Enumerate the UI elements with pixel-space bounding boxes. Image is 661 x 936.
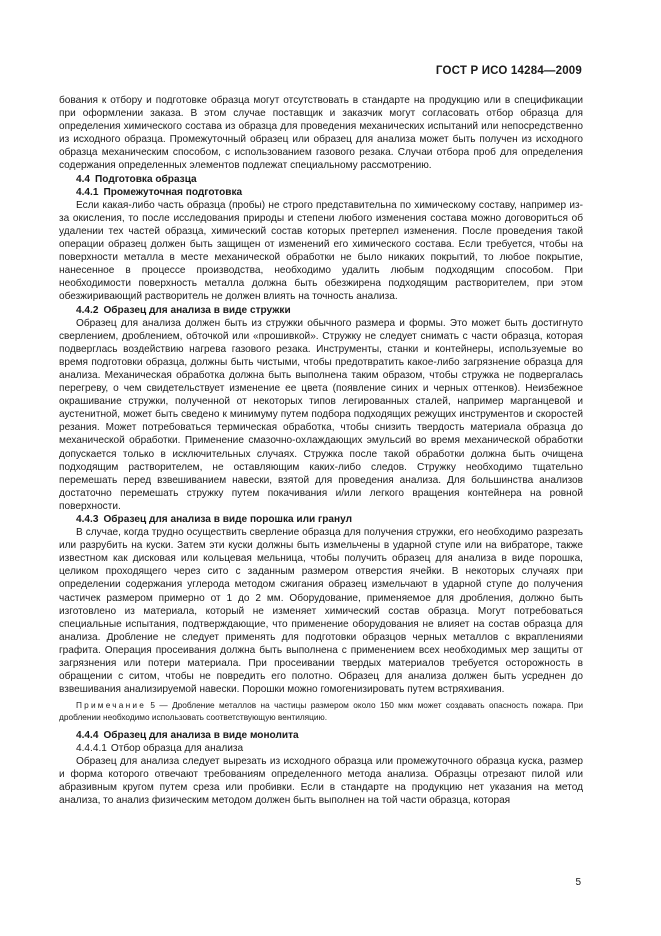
page-number: 5 [575, 877, 581, 888]
section-number: 4.4.2 [76, 304, 99, 316]
section-heading-4-4 [59, 173, 583, 186]
paragraph-chips-sample: Образец для анализа должен быть из стружки обычного размера и формы. Это может быть достигнуто сверлением, дроблением, обточкой или «прошивкой». Стружку не следует снимать с части образца, которая подверглась воздействию нагрева газового резака. Инструменты, станки и контейнеры, используемые во время подготовки образца, должны быть чистыми, чтобы предотвратить какое-либо загрязнение образца для анализа. Механическая обработка должна быть выполнена таким образом, чтобы стружка не подвергалась перегреву, о чем свидетельствует изменение ее цвета (появление синих и черных оттенков). Неизбежное окрашивание стружки, полученной от некоторых типов легированных сталей, например марганцевой и аустенитной, может быть сведено к минимуму путем подбора подходящих режущих инструментов и скоростей резания. Может потребоваться термическая обработка, чтобы снизить твердость материала образца до механической обработки. Применение смазочно-охлаждающих эмульсий во время механической обработки допускается только в исключительных случаях. Стружка после такой обработки должна быть очищена подходящим растворителем, не оставляющим каких-либо следов. Стружку необходимо тщательно перемешать перед взвешиванием навески, взятой для проведения анализа. Для большинства анализов достаточно перемешать стружку путем покачивания и/или легкого вращения контейнера на ровной поверхности. [59, 317, 583, 512]
standard-designation: ГОСТ Р ИСО 14284—2009 [435, 65, 582, 77]
section-title: Подготовка образца [95, 173, 197, 185]
paragraph-continuation: бования к отбору и подготовке образца могут отсутствовать в стандарте на продукцию или в спецификации при оформлении заказа. В этом случае поставщик и заказчик могут согласовать отбор образца для определения химического состава из образца для проведения механических испытаний или непосредственно из исходного образца. Промежуточный образец или образец для анализа может быть получен из исходного образца механическим способом, с использованием газового резака. Случаи отбора проб для определения содержания определенных элементов подлежат специальному рассмотрению. [59, 95, 583, 172]
section-number: 4.4 [76, 173, 91, 185]
paragraph-powder-sample: В случае, когда трудно осуществить сверление образца для получения стружки, его необходимо разрезать или разрубить на куски. Затем эти куски должны быть измельчены в ударной ступе или на вибраторе, также известном как дисковая или кольцевая мельница, чтобы получить образец для анализа в виде порошка, целиком проходящего через сито с заданным размером отверстия ячейки. В некоторых случаях при определении содержания углерода методом сжигания образец измельчают в ударной ступе до получения частичек размером примерно от 1 до 2 мм. Оборудование, применяемое для дробления, должно быть изготовлено из материала, который не изменяет химический состав образца. Могут потребоваться специальные испытания, подтверждающие, что применение оборудования не влияет на состав образца для анализа. Дробление не следует применять для подготовки образцов черных металлов с вкраплениями графита. Операция просеивания должна быть выполнена с применением всех необходимых мер защиты от загрязнения или потери материала. При просеивании твердых материалов требуется осторожность в обращении с ситом, чтобы не повредить его полотно. Образец для анализа должен быть усреднен до взвешивания анализируемой навески. Порошки можно гомогенизировать путем встряхивания. [59, 527, 583, 696]
section-title: Образец для анализа в виде стружки [103, 304, 291, 316]
note-label: Примечание [76, 700, 147, 711]
section-number: 4.4.1 [76, 186, 99, 198]
section-heading-4-4-1 [59, 186, 583, 199]
section-title: Образец для анализа в виде монолита [103, 729, 299, 741]
section-heading-4-4-4-1 [59, 742, 583, 755]
section-heading-4-4-3 [59, 513, 583, 526]
paragraph-intermediate-preparation: Если какая-либо часть образца (пробы) не строго представительна по химическому составу, например из-за окисления, то после исследования природы и степени любого изменения состава можно договориться об удалении тех частей образца, химический состав которых претерпел изменения. После проведения такой операции образец должен быть защищен от изменений его химического состава. Если требуется, чтобы на поверхности металла в месте механической обработки не было никаких покрытий, то любое покрытие, нанесенное в процессе производства, необходимо удалить любым подходящим способом. При необходимости поверхность металла должна быть обезжирена подходящим растворителем, при этом обезжиривающий растворитель не должен влиять на точность анализа. [59, 199, 583, 303]
note-5 [59, 700, 583, 722]
section-title: Отбор образца для анализа [110, 742, 244, 754]
section-heading-4-4-4 [59, 729, 583, 742]
section-heading-4-4-2 [59, 304, 583, 317]
document-body [59, 94, 583, 807]
paragraph-monolith-sample: Образец для анализа следует вырезать из исходного образца или промежуточного образца куска, размер и форма которого отвечают требованиям определенного метода анализа. Образцы отрезают пилой или абразивным кругом путем среза или пробивки. Если в стандарте на продукцию нет указания на метод анализа, то анализ физическим методом должен быть выполнен на той части образца, которая [59, 755, 583, 807]
section-number: 4.4.4 [76, 729, 99, 741]
section-number: 4.4.4.1 [76, 742, 107, 754]
section-title: Промежуточная подготовка [103, 186, 243, 198]
section-title: Образец для анализа в виде порошка или гранул [103, 514, 353, 525]
note-text: 5 — Дробление металлов на частицы размером около 150 мкм может создавать опасность пожара. При дроблении необходимо использовать соответствующую вентиляцию. [59, 700, 583, 722]
section-number: 4.4.3 [76, 514, 99, 525]
